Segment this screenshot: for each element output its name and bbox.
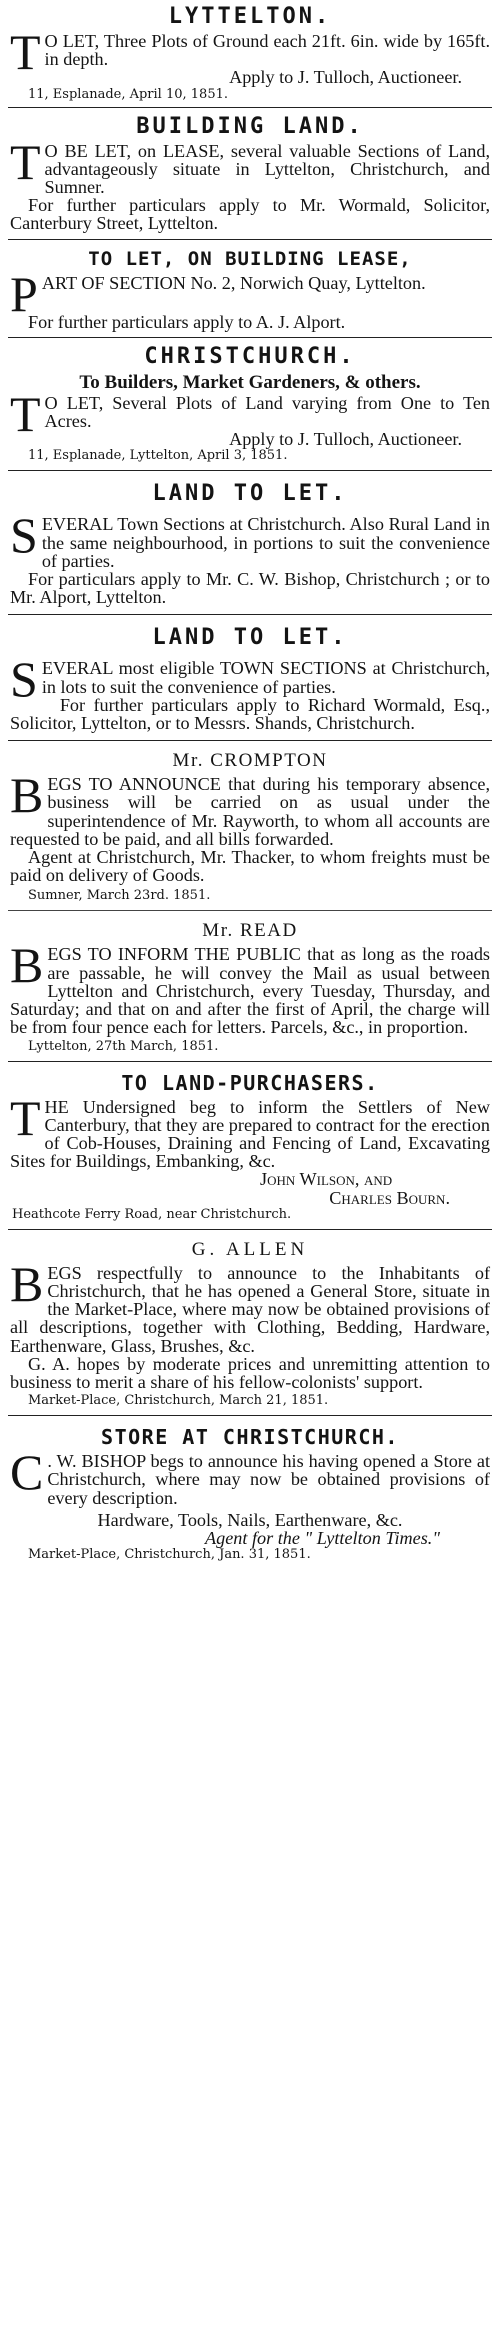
advert-apply: Apply to J. Tulloch, Auctioneer. (229, 67, 462, 88)
drop-cap: B (10, 767, 44, 824)
advert-lyttelton (10, 4, 490, 103)
advert-text: O LET, Three Plots of Ground each 21ft. 6in. wide by 165ft. in depth. (44, 31, 490, 70)
advert-read (10, 919, 490, 1054)
drop-cap: B (10, 937, 44, 994)
advert-goods: Hardware, Tools, Nails, Earthenware, &c. (97, 1509, 403, 1530)
advert-further: For particulars apply to Mr. C. W. Bishop, Christchurch ; or to Mr. Alport, Lyttelton. (10, 569, 490, 608)
divider (8, 1061, 492, 1062)
divider (8, 614, 492, 615)
advert-land-to-let-1 (10, 481, 490, 606)
advert-land-to-let-2 (10, 625, 490, 732)
advert-heading: BUILDING LAND. (136, 113, 364, 139)
advert-text: EVERAL most eligible TOWN SECTIONS at Christchurch, in lots to suit the convenience of parties. (41, 658, 490, 697)
advert-further: Agent at Christchurch, Mr. Thacker, to whom freights must be paid on delivery of Goods. (10, 847, 490, 886)
drop-cap: S (10, 507, 38, 564)
advert-further: G. A. hopes by moderate prices and unremitting attention to business to merit a share of his fellow-colonists' support. (10, 1353, 490, 1392)
advert-footer: Lyttelton, 27th March, 1851. (28, 1038, 219, 1054)
advert-footer: Market-Place, Christchurch, Jan. 31, 1851. (28, 1547, 311, 1563)
divider (8, 740, 492, 741)
advert-building-lease (10, 246, 490, 331)
advert-heading: LAND TO LET. (152, 481, 348, 507)
advert-footer: 11, Esplanade, Lyttelton, April 3, 1851. (28, 448, 288, 464)
advert-footer: 11, Esplanade, April 10, 1851. (28, 86, 228, 102)
divider (8, 239, 492, 240)
advert-subheading: To Builders, Market Gardeners, & others. (79, 371, 421, 393)
divider (8, 337, 492, 338)
divider (8, 107, 492, 108)
advert-heading: CHRISTCHURCH. (144, 343, 356, 369)
advert-store-christchurch (10, 1424, 490, 1563)
advert-allen (10, 1238, 490, 1409)
advert-text: EGS TO ANNOUNCE that during his temporary absence, business will be carried on as usual under the superintendence of Mr. Rayworth, to whom all accounts are requested to be paid, and all bills forwarded. (10, 774, 490, 849)
drop-cap: T (10, 133, 41, 190)
advert-crompton (10, 749, 490, 904)
advert-building-land (10, 114, 490, 233)
advert-apply: Apply to J. Tulloch, Auctioneer. (229, 429, 462, 450)
divider (8, 1229, 492, 1230)
advert-footer: Sumner, March 23rd. 1851. (28, 888, 211, 904)
advert-christchurch (10, 344, 490, 465)
drop-cap: T (10, 1089, 41, 1146)
advert-heading: TO LAND-PURCHASERS. (121, 1070, 379, 1095)
advert-text: HE Undersigned beg to inform the Settlers of New Canterbury, that they are prepared to contract for the erection of Cob-Houses, Draining and Fencing of Land, Excavating Sites for Buildings, Embanking, &c. (10, 1096, 490, 1172)
advert-agent: Agent for the " Lyttelton Times." (205, 1527, 440, 1548)
divider (8, 910, 492, 911)
advert-text: ART OF SECTION No. 2, Norwich Quay, Lyttelton. (41, 272, 426, 293)
advert-text: EGS TO INFORM THE PUBLIC that as long as the roads are passable, he will convey the Mail as usual between Lyttelton and Christchurch, every Tuesday, Thursday, and Saturday; and that on and after the first of April, the charge will be from four pence each for letters. Parcels, &c., in proportion. (10, 944, 490, 1038)
advert-text: O BE LET, on LEASE, several valuable Sections of Land, advantageously situate in Lyttelton, Christchurch, and Sumner. (44, 140, 490, 198)
divider (8, 470, 492, 471)
advert-heading: Mr. READ (202, 920, 298, 942)
advert-heading: TO LET, ON BUILDING LEASE, (88, 247, 412, 270)
advert-text: EGS respectfully to announce to the Inhabitants of Christchurch, that he has opened a General Store, situate in the Market-Place, where may now be obtained provisions of all descriptions, together with Clothing, Bedding, Hardware, Earthenware, Glass, Brushes, &c. (10, 1262, 490, 1356)
divider (8, 1415, 492, 1416)
drop-cap: S (10, 651, 38, 708)
advert-land-purchasers (10, 1070, 490, 1223)
advert-text: EVERAL Town Sections at Christchurch. Also Rural Land in the same neighbourhood, in portions to suit the convenience of parties. (41, 514, 490, 571)
advert-further: For further particulars apply to Mr. Wormald, Solicitor, Canterbury Street, Lyttelton. (10, 195, 490, 234)
advert-signature: John Wilson, and (260, 1169, 393, 1190)
advert-heading: STORE AT CHRISTCHURCH. (101, 1425, 399, 1450)
drop-cap: T (10, 385, 41, 442)
advert-heading: LYTTELTON. (168, 4, 332, 29)
advert-further: For further particulars apply to A. J. Alport. (28, 311, 346, 332)
advert-footer: Market-Place, Christchurch, March 21, 1851. (28, 1393, 329, 1409)
advert-text: . W. BISHOP begs to announce his having opened a Store at Christchurch, where may now be obtained provisions of every description. (47, 1451, 490, 1508)
advert-text: O LET, Several Plots of Land varying from One to Ten Acres. (44, 392, 490, 432)
advert-heading: LAND TO LET. (152, 625, 348, 651)
advert-heading: G. ALLEN (191, 1238, 309, 1260)
advert-heading: Mr. CROMPTON (172, 750, 328, 772)
advert-further: For further particulars apply to Richard Wormald, Esq., Solicitor, Lyttelton, or to Messrs. Shands, Christchurch. (10, 694, 490, 734)
drop-cap: T (10, 24, 41, 80)
advert-signature: Charles Bourn. (329, 1187, 450, 1208)
drop-cap: B (10, 1255, 44, 1312)
drop-cap: P (10, 265, 38, 322)
advert-footer: Heathcote Ferry Road, near Christchurch. (12, 1206, 292, 1222)
drop-cap: C (10, 1444, 44, 1501)
